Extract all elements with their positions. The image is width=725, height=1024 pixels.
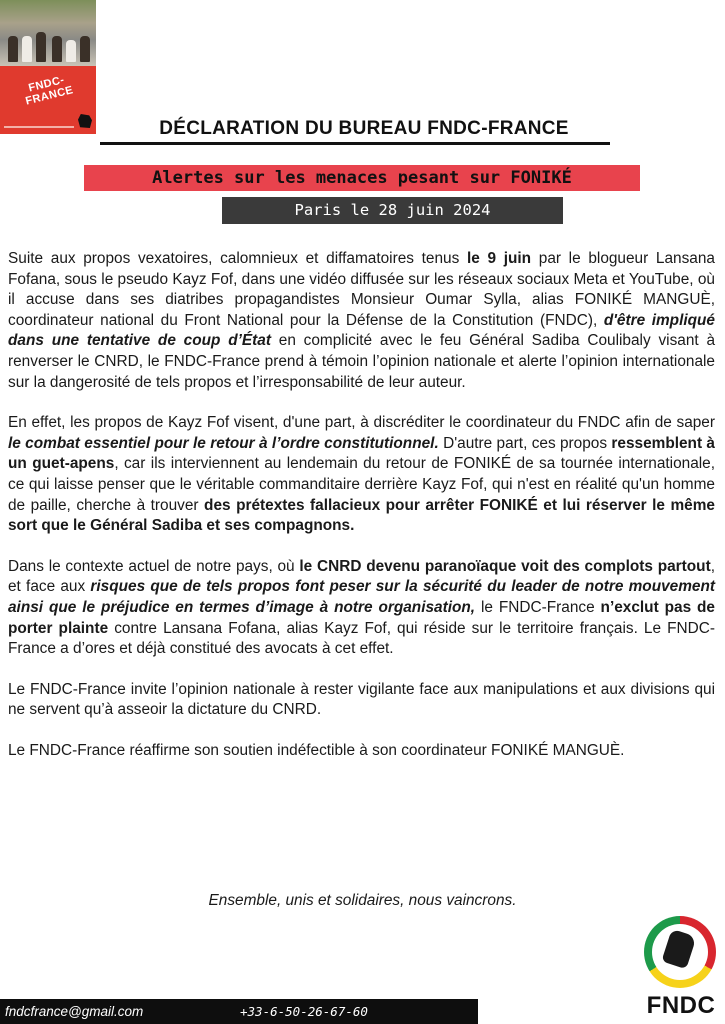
paragraph-5: Le FNDC-France réaffirme son soutien indéfectible à son coordinateur FONIKÉ MANGUÈ. — [8, 741, 625, 759]
document-title: DÉCLARATION DU BUREAU FNDC-FRANCE — [159, 118, 569, 139]
contact-email[interactable]: fndcfrance@gmail.com — [5, 1004, 144, 1019]
contact-phone[interactable]: +33-6-50-26-67-60 — [240, 1004, 368, 1019]
declaration-body — [8, 249, 715, 781]
paragraph-1: Suite aux propos vexatoires, calomnieux et diffamatoires tenus le 9 juin par le blogueur Lansana Fofana, sous le pseudo Kayz Fof, dans une vidéo diffusée sur les réseaux sociaux Meta et YouTube, où il accuse dans ses diatribes propagandistes Monsieur Oumar Sylla, alias FONIKÉ MANGUÈ, coordinateur national du Front National pour la Défense de la Constitution (FNDC), d'être impliqué dans une tentative de coup d’État en complicité avec le feu Général Sadiba Coulibaly visant à renverser le CNRD, le FNDC-France prend à témoin l’opinion nationale et alerte l’opinion internationale sur la dangerosité de tels propos et l’irresponsabilité de leur auteur. — [8, 250, 716, 391]
subtitle-banner: Alertes sur les menaces pesant sur FONIKÉ — [84, 165, 640, 191]
emblem-label: FNDC — [646, 992, 716, 1019]
fndc-emblem — [638, 912, 724, 1024]
logo-text: FNDC-FRANCE — [24, 73, 75, 108]
paragraph-4: Le FNDC-France invite l’opinion nationale à rester vigilante face aux manipulations et aux divisions qui ne servent qu’à asseoir la dictature du CNRD. — [8, 680, 715, 719]
paragraph-3: Dans le contexte actuel de notre pays, où le CNRD devenu paranoïaque voit des complots partout, et face aux risques que de tels propos font peser sur la sécurité du leader de notre mouvement ainsi que le préjudice en termes d’image à notre organisation, le FNDC-France n’exclut pas de porter plainte contre Lansana Fofana, alias Kayz Fof, qui réside sur le territoire français. Le FNDC-France a d’ores et déjà constitué des avocats à cet effet. — [8, 557, 715, 658]
paragraph-2: En effet, les propos de Kayz Fof visent, d'une part, à discréditer le coordinateur du FNDC afin de saper le combat essentiel pour le retour à l’ordre constitutionnel. D'autre part, ces propos ressemblent à un guet-apens, car ils interviennent au lendemain du retour de FONIKÉ de sa tournée internationale, ce qui laisse penser que le véritable commanditaire derrière Kayz Fof, qui n'est en réalité qu'un homme de paille, cherche à trouver des prétextes fallacieux pour arrêter FONIKÉ et lui réserver le même sort que le Général Sadiba et ses compagnons. — [8, 414, 716, 535]
fndc-france-logo — [0, 0, 96, 134]
title-underline — [100, 142, 610, 145]
france-map-icon — [78, 114, 92, 128]
closing-slogan: Ensemble, unis et solidaires, nous vaincrons. — [208, 892, 517, 909]
dateline-banner: Paris le 28 juin 2024 — [222, 197, 563, 224]
crowd-photo — [0, 0, 96, 66]
